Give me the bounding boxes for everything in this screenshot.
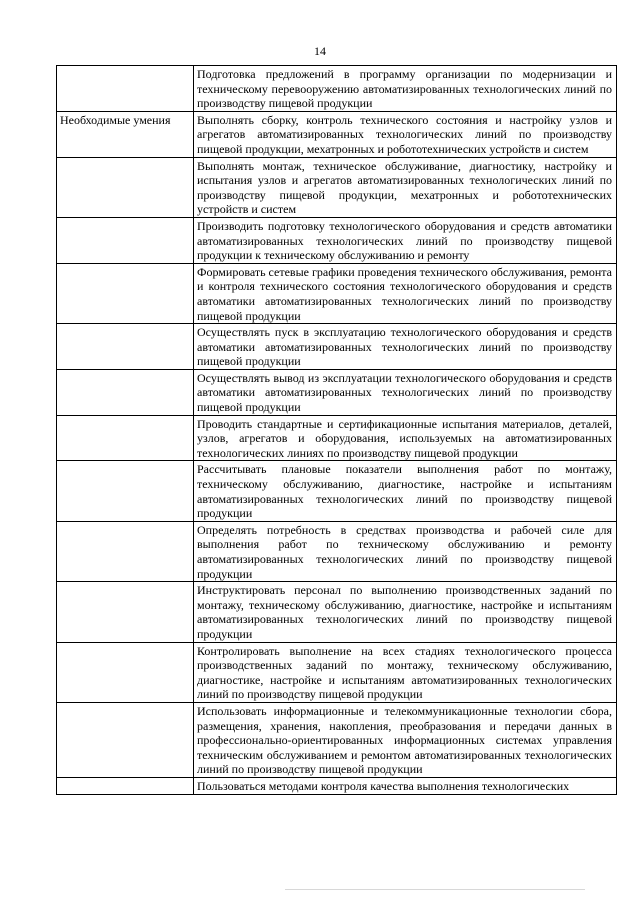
row-text: Формировать сетевые графики проведения технического обслуживания, ремонта и контроля технического состояния технологического оборудования и средств автоматики автоматизированных технологических линий по производству пищевой продукции bbox=[194, 263, 617, 323]
row-label bbox=[57, 66, 194, 112]
table-row bbox=[57, 702, 617, 777]
table-row bbox=[57, 521, 617, 581]
row-label bbox=[57, 324, 194, 370]
row-text: Пользоваться методами контроля качества выполнения технологических bbox=[194, 777, 617, 794]
table-row bbox=[57, 324, 617, 370]
row-label bbox=[57, 217, 194, 263]
row-text: Проводить стандартные и сертификационные испытания материалов, деталей, узлов, агрегатов и оборудования, используемых на автоматизированных технологических линиях по производству пищевой продукции bbox=[194, 415, 617, 461]
table-row bbox=[57, 642, 617, 702]
row-text: Выполнять монтаж, техническое обслуживание, диагностику, настройку и испытания узлов и агрегатов автоматизированных технологических линий по производству пищевой продукции, мехатронных и робототехнических устройств и систем bbox=[194, 157, 617, 217]
row-label bbox=[57, 777, 194, 794]
row-text: Осуществлять вывод из эксплуатации технологического оборудования и средств автоматики автоматизированных технологических линий по производству пищевой продукции bbox=[194, 369, 617, 415]
table-row bbox=[57, 111, 617, 157]
scan-edge-line bbox=[285, 889, 585, 890]
row-label bbox=[57, 415, 194, 461]
row-label bbox=[57, 582, 194, 642]
table-row bbox=[57, 217, 617, 263]
row-text: Использовать информационные и телекоммуникационные технологии сбора, размещения, хранения, накопления, преобразования и передачи данных в профессионально-ориентированных информационных системах управления техническим обслуживанием и ремонтом автоматизированных технологических линий по производству пищевой продукции bbox=[194, 702, 617, 777]
row-label bbox=[57, 263, 194, 323]
row-label: Необходимые умения bbox=[57, 111, 194, 157]
table-row bbox=[57, 263, 617, 323]
competency-table bbox=[56, 65, 617, 795]
row-text: Инструктировать персонал по выполнению производственных заданий по монтажу, техническому обслуживанию, диагностике, настройке и испытаниям автоматизированных технологических линий по производству пищевой продукции bbox=[194, 582, 617, 642]
row-text: Определять потребность в средствах производства и рабочей силе для выполнения работ по техническому обслуживанию и ремонту автоматизированных технологических линий по производству пищевой продукции bbox=[194, 521, 617, 581]
row-label bbox=[57, 157, 194, 217]
row-label bbox=[57, 702, 194, 777]
row-label bbox=[57, 521, 194, 581]
table-row bbox=[57, 582, 617, 642]
row-text: Выполнять сборку, контроль технического состояния и настройку узлов и агрегатов автоматизированных технологических линий по производству пищевой продукции, мехатронных и робототехнических устройств и систем bbox=[194, 111, 617, 157]
row-label bbox=[57, 461, 194, 521]
page-number: 14 bbox=[314, 44, 326, 58]
row-text: Рассчитывать плановые показатели выполнения работ по монтажу, техническому обслуживанию, диагностике, настройке и испытаниям автоматизированных технологических линий по производству пищевой продукции bbox=[194, 461, 617, 521]
table-row bbox=[57, 66, 617, 112]
row-text: Осуществлять пуск в эксплуатацию технологического оборудования и средств автоматики автоматизированных технологических линий по производству пищевой продукции bbox=[194, 324, 617, 370]
row-text: Подготовка предложений в программу организации по модернизации и техническому перевооружению автоматизированных технологических линий по производству пищевой продукции bbox=[194, 66, 617, 112]
table-row bbox=[57, 157, 617, 217]
row-label bbox=[57, 642, 194, 702]
row-text: Контролировать выполнение на всех стадиях технологического процесса производственных заданий по монтажу, техническому обслуживанию, диагностике, настройке и испытаниям автоматизированных технологических линий по производству пищевой продукции bbox=[194, 642, 617, 702]
table-row bbox=[57, 777, 617, 794]
table-row bbox=[57, 415, 617, 461]
table-row bbox=[57, 369, 617, 415]
table-row bbox=[57, 461, 617, 521]
row-label bbox=[57, 369, 194, 415]
row-text: Производить подготовку технологического оборудования и средств автоматики автоматизированных технологических линий по производству пищевой продукции к техническому обслуживанию и ремонту bbox=[194, 217, 617, 263]
